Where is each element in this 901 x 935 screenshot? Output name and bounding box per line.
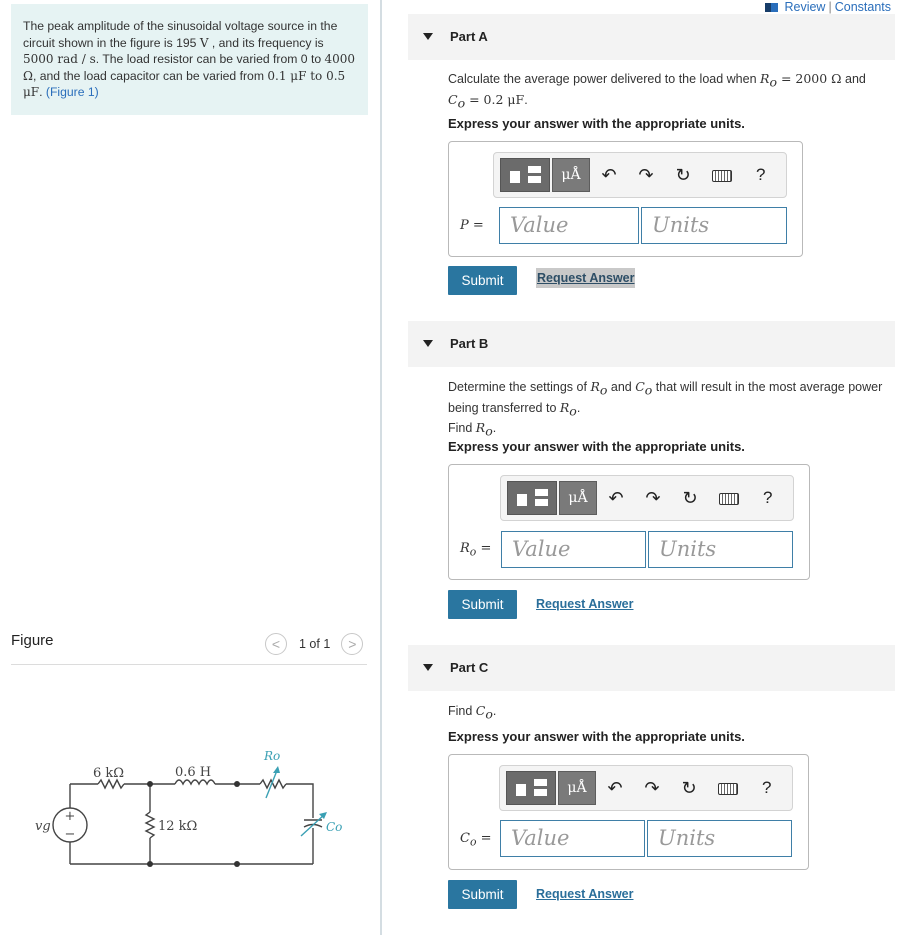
part-c-question: Find $C_o$. bbox=[448, 703, 497, 722]
keyboard-icon[interactable] bbox=[719, 493, 739, 505]
part-b-answer-box bbox=[448, 464, 810, 580]
help-icon[interactable]: ? bbox=[756, 165, 766, 184]
keyboard-icon[interactable] bbox=[712, 170, 732, 182]
constants-link[interactable]: Constants bbox=[834, 0, 891, 14]
source-plus-label: + bbox=[64, 809, 76, 824]
circuit-diagram bbox=[30, 740, 350, 880]
templates-button[interactable] bbox=[500, 158, 550, 192]
part-b-instructions: Express your answer with the appropriate units. bbox=[448, 439, 745, 454]
source-minus-label: − bbox=[64, 827, 76, 842]
inductor-label: 0.6 H bbox=[175, 765, 212, 780]
book-icon bbox=[765, 3, 778, 12]
prev-figure-button[interactable]: < bbox=[265, 633, 287, 655]
part-c-request-answer-link[interactable]: Request Answer bbox=[536, 887, 634, 901]
part-a-instructions: Express your answer with the appropriate units. bbox=[448, 116, 745, 131]
reset-icon[interactable]: ↻ bbox=[681, 778, 697, 798]
part-c-units-input[interactable]: Units bbox=[647, 820, 792, 857]
templates-button[interactable] bbox=[507, 481, 557, 515]
figure-link[interactable]: (Figure 1) bbox=[45, 85, 99, 100]
reset-icon[interactable]: ↻ bbox=[682, 488, 698, 508]
redo-icon[interactable]: ↷ bbox=[638, 165, 654, 185]
part-c-instructions: Express your answer with the appropriate units. bbox=[448, 729, 745, 744]
figure-count: 1 of 1 bbox=[299, 637, 331, 651]
part-c-toolbar bbox=[499, 765, 793, 811]
figure-title: Figure bbox=[11, 632, 54, 649]
reset-icon[interactable]: ↻ bbox=[675, 165, 691, 185]
part-a-toolbar bbox=[493, 152, 787, 198]
part-a-question: Calculate the average power delivered to the load when $R_o = 2000$ Ω and $C_o = 0.2$ μF. bbox=[448, 71, 866, 110]
undo-icon[interactable]: ↶ bbox=[601, 165, 617, 185]
help-icon[interactable]: ? bbox=[762, 778, 772, 797]
part-c-value-input[interactable]: Value bbox=[500, 820, 645, 857]
figure-pager bbox=[265, 633, 363, 655]
part-a-request-answer-link[interactable]: Request Answer bbox=[536, 268, 635, 288]
collapse-triangle-icon bbox=[423, 664, 433, 671]
load-capacitor-label: Co bbox=[326, 820, 343, 834]
part-b-submit-button[interactable]: Submit bbox=[448, 590, 517, 619]
part-b-value-input[interactable]: Value bbox=[501, 531, 646, 568]
review-link[interactable]: Review bbox=[784, 0, 826, 14]
part-c-answer-box bbox=[448, 754, 809, 870]
units-button[interactable]: μÅ bbox=[552, 158, 590, 192]
figure-divider bbox=[11, 664, 367, 665]
part-a-header[interactable]: Part A bbox=[408, 14, 895, 60]
load-resistor-label: Ro bbox=[264, 749, 281, 763]
part-b-variable: $R_o$ = bbox=[460, 541, 492, 559]
left-panel bbox=[0, 0, 380, 935]
units-button[interactable]: μÅ bbox=[558, 771, 596, 805]
resistor-6k-label: 6 kΩ bbox=[93, 766, 125, 781]
next-figure-button[interactable]: > bbox=[341, 633, 363, 655]
help-icon[interactable]: ? bbox=[763, 488, 773, 507]
part-a-submit-button[interactable]: Submit bbox=[448, 266, 517, 295]
part-b-question: Determine the settings of $R_o$ and $C_o$ that will result in the most average power being transferred to $R_o$. Find $R_o$. bbox=[448, 379, 883, 439]
part-a-answer-box bbox=[448, 141, 803, 257]
units-button[interactable]: μÅ bbox=[559, 481, 597, 515]
keyboard-icon[interactable] bbox=[718, 783, 738, 795]
part-b-request-answer-link[interactable]: Request Answer bbox=[536, 597, 634, 611]
variable-arrow-icon bbox=[273, 766, 280, 773]
part-a-value-input[interactable]: Value bbox=[499, 207, 639, 244]
collapse-triangle-icon bbox=[423, 340, 433, 347]
part-b-toolbar bbox=[500, 475, 794, 521]
source-label: vg bbox=[35, 819, 51, 834]
collapse-triangle-icon bbox=[423, 33, 433, 40]
undo-icon[interactable]: ↶ bbox=[607, 778, 623, 798]
part-c-submit-button[interactable]: Submit bbox=[448, 880, 517, 909]
problem-statement: The peak amplitude of the sinusoidal voltage source in the circuit shown in the figure is 195 V , and its frequency is 5000 rad / s. The load resistor can be varied from 0 to 4000 Ω, and the load capacitor can be varied from 0.1 μF to 0.5 μF. (Figure 1) bbox=[11, 4, 368, 115]
part-b-units-input[interactable]: Units bbox=[648, 531, 793, 568]
part-c-header[interactable]: Part C bbox=[408, 645, 895, 691]
header-links: Review | Constants bbox=[765, 0, 891, 14]
templates-button[interactable] bbox=[506, 771, 556, 805]
part-c-variable: $C_o$ = bbox=[460, 831, 492, 849]
redo-icon[interactable]: ↷ bbox=[645, 488, 661, 508]
part-a-units-input[interactable]: Units bbox=[641, 207, 787, 244]
resistor-12k-label: 12 kΩ bbox=[158, 819, 198, 834]
undo-icon[interactable]: ↶ bbox=[608, 488, 624, 508]
part-b-header[interactable]: Part B bbox=[408, 321, 895, 367]
panel-divider bbox=[380, 0, 382, 935]
part-a-variable: P = bbox=[460, 218, 484, 233]
redo-icon[interactable]: ↷ bbox=[644, 778, 660, 798]
